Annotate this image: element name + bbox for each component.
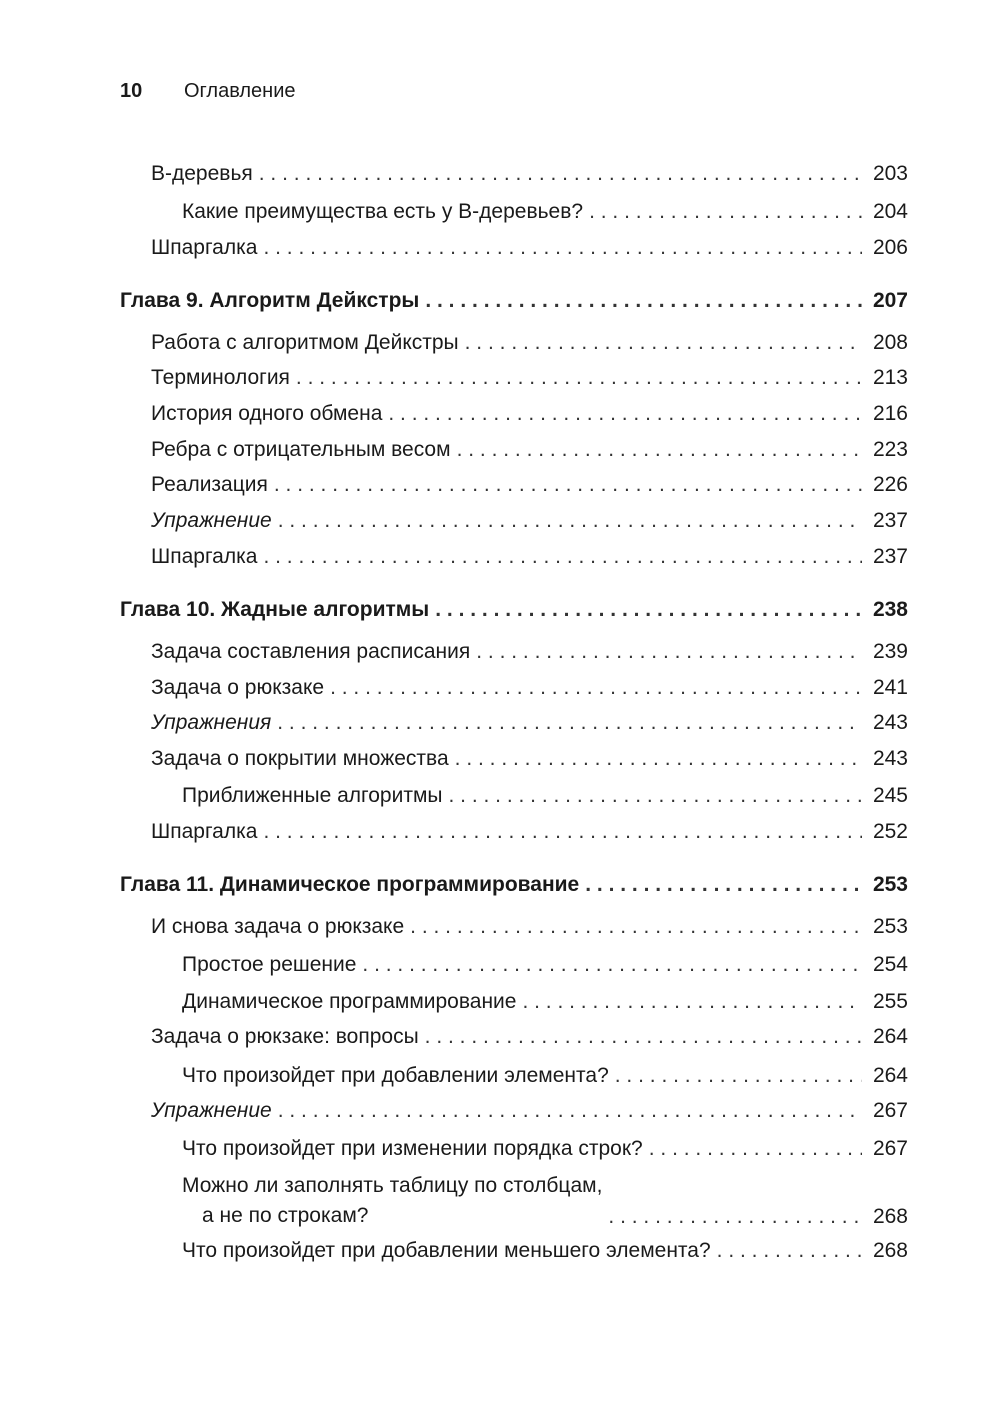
toc-entry-page: 243: [872, 711, 908, 734]
dot-leader: [589, 198, 862, 226]
toc-entry-title: Простое решение: [182, 953, 357, 976]
toc-entry-page: 206: [872, 236, 908, 259]
toc-entry-page: 267: [872, 1099, 908, 1122]
toc-entry-title: Задача о рюкзаке: вопросы: [151, 1025, 419, 1048]
toc-entry-title: Шпаргалка: [151, 236, 258, 259]
dot-leader: [263, 234, 862, 262]
toc-entry-title: И снова задача о рюкзаке: [151, 915, 405, 938]
toc-entry[interactable]: [182, 198, 908, 226]
dot-leader: [585, 871, 862, 899]
toc-entry[interactable]: [151, 543, 908, 571]
toc-entry-page: 255: [872, 990, 908, 1013]
dot-leader: [615, 1062, 862, 1090]
toc-entry[interactable]: [182, 1171, 908, 1231]
toc-entry[interactable]: [151, 234, 908, 262]
toc-entry-page: 267: [872, 1137, 908, 1160]
dot-leader: [263, 818, 862, 846]
toc-entry-title: Работа с алгоритмом Дейкстры: [151, 331, 459, 354]
toc-entry[interactable]: [151, 913, 908, 941]
toc-entry-title-line-1: Можно ли заполнять таблицу по столбцам,: [182, 1174, 603, 1197]
toc-entry-title: Реализация: [151, 473, 268, 496]
toc-chapter-title: Глава 11. Динамическое программирование: [120, 873, 580, 896]
dot-leader: [435, 596, 862, 624]
toc-entry[interactable]: [151, 507, 908, 535]
dot-leader: [717, 1237, 862, 1265]
toc-entry-title: Упражнения: [151, 711, 272, 734]
toc-entry-title: Что произойдет при добавлении меньшего элемента?: [182, 1239, 711, 1262]
toc-entry[interactable]: [151, 400, 908, 428]
toc-entry-page: 245: [872, 784, 908, 807]
running-header-title: Оглавление: [184, 80, 296, 102]
dot-leader: [410, 913, 862, 941]
toc-entry-page: 237: [872, 509, 908, 532]
dot-leader: [278, 1097, 862, 1125]
toc-chapter[interactable]: [120, 596, 908, 624]
toc-entry-title: Что произойдет при добавлении элемента?: [182, 1064, 609, 1087]
toc-entry-title: Задача о рюкзаке: [151, 676, 325, 699]
dot-leader: [455, 745, 862, 773]
toc-entry-title: Задача о покрытии множества: [151, 747, 449, 770]
toc-chapter-page: 253: [872, 873, 908, 896]
toc-entry[interactable]: [151, 1097, 908, 1125]
toc-entry-title: [182, 1171, 608, 1231]
dot-leader: [296, 364, 862, 392]
toc-entry[interactable]: [151, 674, 908, 702]
toc-chapter-title: Глава 9. Алгоритм Дейкстры: [120, 289, 420, 312]
toc-entry[interactable]: [182, 1062, 908, 1090]
page-number: 10: [120, 80, 143, 102]
toc-entry-page: 254: [872, 953, 908, 976]
toc-entry[interactable]: [151, 364, 908, 392]
toc-entry[interactable]: [151, 1023, 908, 1051]
toc-entry-title: Какие преимущества есть у B-деревьев?: [182, 200, 584, 223]
toc-entry-title: Шпаргалка: [151, 820, 258, 843]
toc-entry-page: 268: [872, 1239, 908, 1262]
toc-entry[interactable]: [151, 709, 908, 737]
toc-entry-title: Шпаргалка: [151, 545, 258, 568]
toc-entry-page: 237: [872, 545, 908, 568]
toc-entry[interactable]: [151, 436, 908, 464]
toc-entry-title-line-2: а не по строкам?: [202, 1204, 369, 1227]
toc-entry[interactable]: [182, 1237, 908, 1265]
dot-leader: [330, 674, 862, 702]
toc-chapter[interactable]: [120, 287, 908, 315]
dot-leader: [522, 988, 862, 1016]
toc-entry-title: Задача составления расписания: [151, 640, 471, 663]
toc-entry[interactable]: [151, 471, 908, 499]
dot-leader: [448, 782, 862, 810]
toc-chapter[interactable]: [120, 871, 908, 899]
toc-entry-title: История одного обмена: [151, 402, 383, 425]
toc-entry[interactable]: [182, 951, 908, 979]
dot-leader: [457, 436, 862, 464]
toc-chapter-page: 207: [872, 289, 908, 312]
toc-chapter-title: Глава 10. Жадные алгоритмы: [120, 598, 430, 621]
toc-entry-title: Что произойдет при изменении порядка строк?: [182, 1137, 643, 1160]
toc-entry[interactable]: [182, 782, 908, 810]
toc-entry-title: Терминология: [151, 366, 290, 389]
toc-entry-page: 213: [872, 366, 908, 389]
dot-leader: [425, 1023, 862, 1051]
toc-entry[interactable]: [151, 638, 908, 666]
toc-entry[interactable]: [151, 160, 908, 188]
dot-leader: [277, 709, 862, 737]
toc-entry-page: 239: [872, 640, 908, 663]
dot-leader: [259, 160, 862, 188]
toc-entry[interactable]: [182, 988, 908, 1016]
dot-leader: [362, 951, 862, 979]
toc-entry-title: Упражнение: [151, 1099, 272, 1122]
dot-leader: [608, 1203, 862, 1231]
dot-leader: [388, 400, 862, 428]
toc-entry-page: 243: [872, 747, 908, 770]
toc-entry-page: 241: [872, 676, 908, 699]
toc-entry-title: Динамическое программирование: [182, 990, 517, 1013]
toc-entry-page: 252: [872, 820, 908, 843]
toc-entry[interactable]: [151, 745, 908, 773]
dot-leader: [263, 543, 862, 571]
toc-entry-title: Приближенные алгоритмы: [182, 784, 443, 807]
toc-entry[interactable]: [151, 329, 908, 357]
dot-leader: [649, 1135, 862, 1163]
toc-entry-page: 223: [872, 438, 908, 461]
dot-leader: [274, 471, 862, 499]
dot-leader: [425, 287, 862, 315]
dot-leader: [465, 329, 862, 357]
dot-leader: [278, 507, 862, 535]
toc-chapter-page: 238: [872, 598, 908, 621]
toc-entry-title: B-деревья: [151, 162, 253, 185]
toc-entry-page: 264: [872, 1025, 908, 1048]
toc-entry-page: 204: [872, 200, 908, 223]
dot-leader: [476, 638, 862, 666]
toc-entry-page: 264: [872, 1064, 908, 1087]
toc-entry-page: 226: [872, 473, 908, 496]
toc-entry-page: 208: [872, 331, 908, 354]
toc-entry-page: 253: [872, 915, 908, 938]
toc-entry-page: 216: [872, 402, 908, 425]
toc-entry-page: 203: [872, 162, 908, 185]
toc-entry-title: Упражнение: [151, 509, 272, 532]
toc-entry-title: Ребра с отрицательным весом: [151, 438, 451, 461]
toc-entry-page: 268: [872, 1205, 908, 1228]
toc-entry[interactable]: [182, 1135, 908, 1163]
toc-entry[interactable]: [151, 818, 908, 846]
